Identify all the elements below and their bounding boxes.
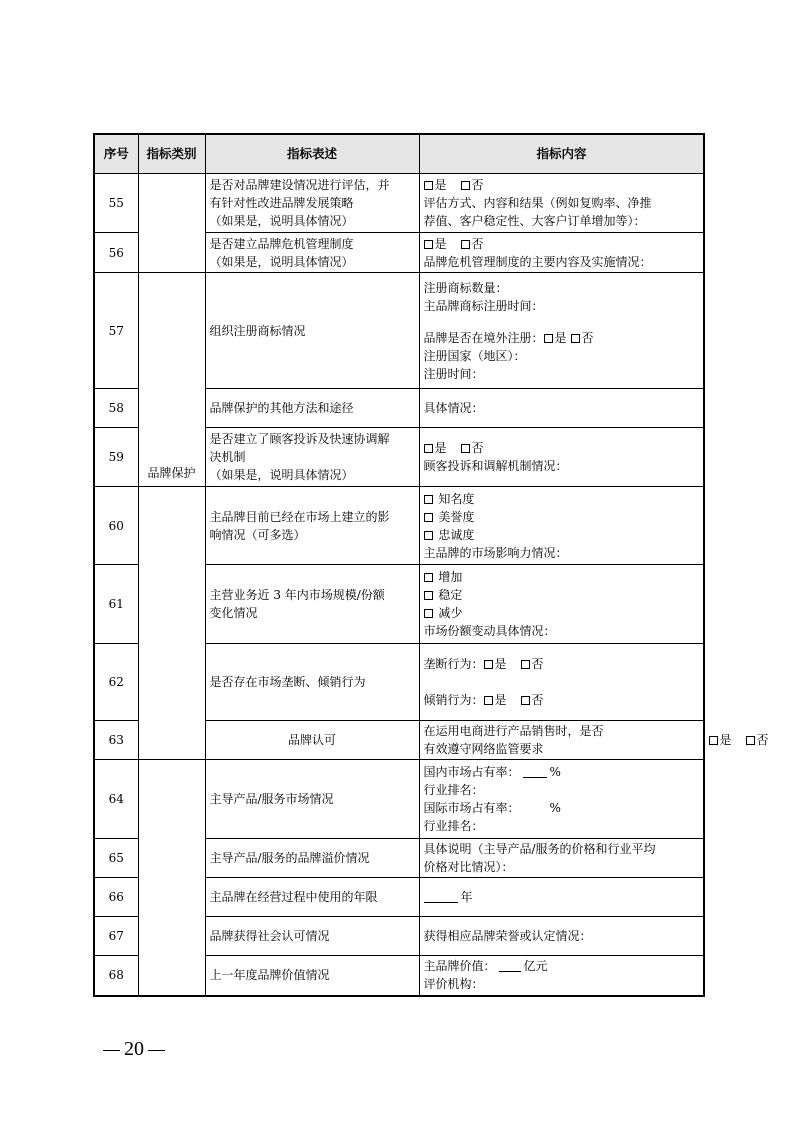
yes-checkbox[interactable] <box>484 660 493 669</box>
indicator-content <box>419 644 704 721</box>
option-label: 美誉度 <box>438 509 475 524</box>
indicator-content <box>419 428 704 487</box>
content-line: 注册商标数量： <box>423 280 508 295</box>
footer-dash-left <box>103 1050 120 1051</box>
indicator-content <box>419 389 704 428</box>
desc-line: 决机制 <box>209 450 246 464</box>
option-checkbox[interactable] <box>424 573 433 582</box>
yes-checkbox[interactable] <box>424 444 433 453</box>
percent-sign: % <box>549 801 561 815</box>
indicator-description <box>205 565 419 644</box>
no-label: 否 <box>531 693 544 707</box>
yes-label: 是 <box>554 330 567 345</box>
desc-line: 在运用电商进行产品销售时，是否 <box>423 724 604 738</box>
years-unit: 年 <box>460 890 473 904</box>
indicator-description <box>419 721 704 760</box>
yes-checkbox[interactable] <box>424 240 433 249</box>
option-checkbox[interactable] <box>424 495 433 504</box>
option-label: 忠诚度 <box>438 527 475 542</box>
content-line: 市场份额变动具体情况： <box>423 624 556 638</box>
indicator-description <box>205 389 419 428</box>
yes-label: 是 <box>494 657 507 671</box>
abroad-label: 品牌是否在境外注册： <box>423 330 544 345</box>
desc-line: （如果是，说明具体情况） <box>209 214 354 228</box>
brand-value-blank[interactable] <box>499 959 521 972</box>
content-line: 行业排名： <box>423 819 484 833</box>
row-number: 56 <box>94 233 138 273</box>
option-item <box>424 526 700 544</box>
option-item <box>424 604 700 622</box>
indicator-description <box>205 839 419 878</box>
yes-label: 是 <box>434 236 447 251</box>
row-number: 67 <box>94 917 138 956</box>
brand-value-unit: 亿元 <box>523 959 548 974</box>
no-checkbox[interactable] <box>461 240 470 249</box>
indicator-content <box>419 233 704 273</box>
option-checkbox[interactable] <box>424 513 433 522</box>
content-line: 品牌危机管理制度的主要内容及实施情况： <box>423 254 652 269</box>
row-number: 58 <box>94 389 138 428</box>
indicator-description <box>205 917 419 956</box>
no-checkbox[interactable] <box>746 736 755 745</box>
indicator-description <box>205 956 419 996</box>
option-label: 增加 <box>438 570 463 584</box>
category-cell-empty <box>138 760 205 996</box>
row-number: 68 <box>94 956 138 996</box>
dumping-choice <box>424 691 700 709</box>
percent-sign: % <box>549 765 561 779</box>
no-checkbox[interactable] <box>571 334 580 343</box>
desc-line: 主导产品/服务市场情况 <box>209 792 334 806</box>
desc-line: 是否建立品牌危机管理制度 <box>209 236 354 251</box>
page-footer <box>99 1038 169 1061</box>
option-item <box>424 586 700 604</box>
row-number: 65 <box>94 839 138 878</box>
indicator-description <box>205 273 419 389</box>
desc-line: 有针对性改进品牌发展策略 <box>209 196 354 210</box>
intl-share-field <box>424 799 700 817</box>
brand-value-field <box>424 957 700 975</box>
row-number: 59 <box>94 428 138 487</box>
desc-line: 品牌获得社会认可情况 <box>209 929 330 943</box>
monopoly-choice <box>424 655 700 673</box>
desc-line: 响情况（可多选） <box>209 527 306 542</box>
intl-share-label: 国际市场占有率： <box>423 801 520 815</box>
content-line: 具体说明（主导产品/服务的价格和行业平均 <box>423 842 656 856</box>
option-item <box>424 508 700 526</box>
row-number: 62 <box>94 644 138 721</box>
no-label: 否 <box>581 330 594 345</box>
years-blank[interactable] <box>424 890 458 903</box>
content-line: 价格对比情况）： <box>423 860 514 874</box>
monopoly-label: 垄断行为： <box>423 657 484 671</box>
no-label: 否 <box>756 733 769 747</box>
header-content: 指标内容 <box>419 134 704 174</box>
header-category: 指标类别 <box>138 134 205 174</box>
category-cell-empty <box>138 487 205 760</box>
footer-dash-right <box>148 1050 165 1051</box>
desc-line: 是否存在市场垄断、倾销行为 <box>209 675 366 689</box>
indicator-description <box>205 233 419 273</box>
yes-no-choice <box>424 439 700 457</box>
table-row <box>94 174 704 233</box>
desc-line: 上一年度品牌价值情况 <box>209 968 330 983</box>
indicator-content <box>419 956 704 996</box>
dumping-label: 倾销行为： <box>423 693 484 707</box>
content-line: 荐值、客户稳定性、大客户订单增加等）： <box>423 214 646 228</box>
no-label: 否 <box>471 178 484 192</box>
option-item <box>424 568 700 586</box>
content-line: 行业排名： <box>423 783 484 797</box>
category-brand-recognition: 品牌认可 <box>205 721 419 760</box>
option-label: 稳定 <box>438 588 463 602</box>
row-number: 63 <box>94 721 138 760</box>
yes-label: 是 <box>434 178 447 192</box>
indicator-description <box>205 878 419 917</box>
no-label: 否 <box>531 657 544 671</box>
abroad-registration-choice <box>424 329 700 347</box>
row-number: 60 <box>94 487 138 565</box>
table-row <box>94 487 704 565</box>
indicator-content <box>419 878 704 917</box>
row-number: 66 <box>94 878 138 917</box>
indicator-content <box>419 917 704 956</box>
desc-line: 主品牌目前已经在市场上建立的影 <box>209 509 390 524</box>
content-line: 主品牌商标注册时间： <box>423 298 544 313</box>
content-line: 具体情况： <box>423 401 484 415</box>
content-line: 获得相应品牌荣誉或认定情况： <box>423 929 592 943</box>
no-checkbox[interactable] <box>461 181 470 190</box>
option-checkbox[interactable] <box>424 531 433 540</box>
indicator-description <box>205 428 419 487</box>
desc-line: （如果是，说明具体情况） <box>209 468 354 482</box>
yes-no-choice <box>424 235 700 253</box>
desc-line: 主导产品/服务的品牌溢价情况 <box>209 851 370 865</box>
domestic-share-blank[interactable] <box>523 765 547 778</box>
desc-line: 品牌保护的其他方法和途径 <box>209 401 354 415</box>
content-line: 注册时间： <box>423 366 484 381</box>
table-header-row <box>94 134 704 174</box>
indicator-description <box>205 644 419 721</box>
row-number: 61 <box>94 565 138 644</box>
indicator-description <box>205 487 419 565</box>
brand-index-table <box>93 133 769 997</box>
yes-label: 是 <box>494 693 507 707</box>
content-line: 评价机构： <box>423 977 484 992</box>
row-number: 55 <box>94 174 138 233</box>
content-line: 主品牌的市场影响力情况： <box>423 545 568 560</box>
row-number: 57 <box>94 273 138 389</box>
yes-checkbox[interactable] <box>709 736 718 745</box>
desc-line: 主营业务近 3 年内市场规模/份额 <box>209 588 385 602</box>
yes-checkbox[interactable] <box>544 334 553 343</box>
content-line: 评估方式、内容和结果（例如复购率、净推 <box>423 196 652 210</box>
option-checkbox[interactable] <box>424 591 433 600</box>
desc-line: 主品牌在经营过程中使用的年限 <box>209 890 378 904</box>
yes-label: 是 <box>719 733 732 747</box>
domestic-share-field <box>424 763 700 781</box>
option-label: 知名度 <box>438 491 475 506</box>
index-table-container <box>93 133 769 997</box>
option-checkbox[interactable] <box>424 609 433 618</box>
indicator-content <box>419 273 704 389</box>
no-label: 否 <box>471 236 484 251</box>
domestic-share-label: 国内市场占有率： <box>423 765 520 779</box>
desc-line: 变化情况 <box>209 606 258 620</box>
yes-checkbox[interactable] <box>484 696 493 705</box>
indicator-content <box>419 839 704 878</box>
no-checkbox[interactable] <box>461 444 470 453</box>
option-item <box>424 490 700 508</box>
content-line: 顾客投诉和调解机制情况： <box>423 459 568 473</box>
option-label: 减少 <box>438 606 463 620</box>
header-description: 指标表述 <box>205 134 419 174</box>
indicator-content <box>419 487 704 565</box>
row-number: 64 <box>94 760 138 839</box>
yes-no-choice <box>424 176 700 194</box>
category-cell-empty <box>138 174 205 273</box>
no-checkbox[interactable] <box>521 660 530 669</box>
table-row <box>94 273 704 389</box>
desc-line: （如果是，说明具体情况） <box>209 254 354 269</box>
years-field <box>424 888 700 906</box>
category-brand-protection: 品牌保护 <box>138 273 205 487</box>
desc-line: 是否建立了顾客投诉及快速协调解 <box>209 432 390 446</box>
table-row <box>94 760 704 839</box>
content-line: 注册国家（地区）： <box>423 348 526 363</box>
indicator-content <box>419 565 704 644</box>
yes-checkbox[interactable] <box>424 181 433 190</box>
brand-value-label: 主品牌价值： <box>423 959 496 974</box>
desc-line: 有效遵守网络监管要求 <box>423 742 544 756</box>
desc-line: 组织注册商标情况 <box>209 323 306 338</box>
indicator-description <box>205 760 419 839</box>
page-number: 20 <box>124 1038 144 1060</box>
header-index: 序号 <box>94 134 138 174</box>
desc-line: 是否对品牌建设情况进行评估，并 <box>209 178 390 192</box>
yes-label: 是 <box>434 441 447 455</box>
no-label: 否 <box>471 441 484 455</box>
no-checkbox[interactable] <box>521 696 530 705</box>
indicator-content <box>419 760 704 839</box>
indicator-description <box>205 174 419 233</box>
indicator-content <box>419 174 704 233</box>
